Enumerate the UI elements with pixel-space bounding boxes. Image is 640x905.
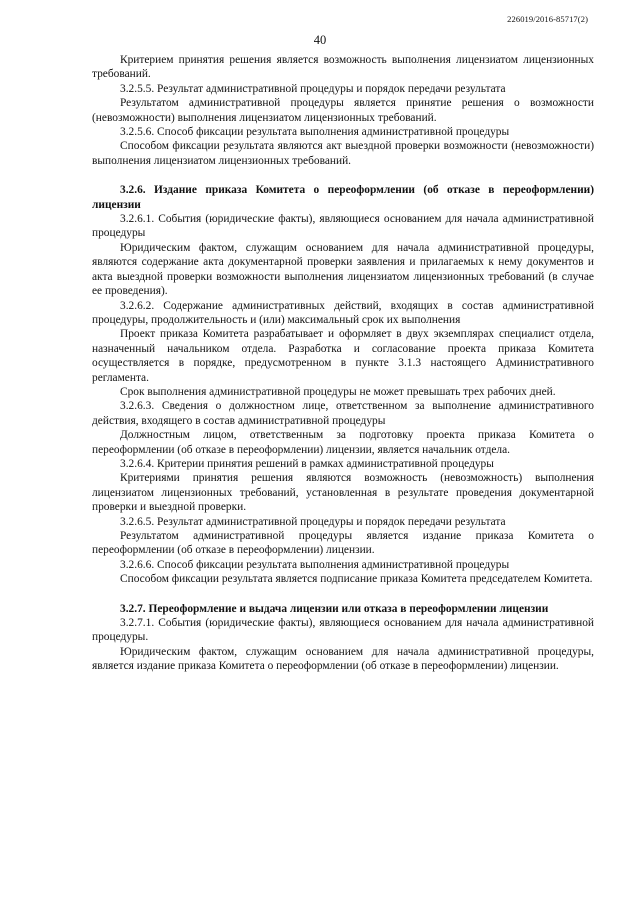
paragraph: Юридическим фактом, служащим основанием для начала административной процедуры, являются содержание акта документарной проверки заявления и прилагаемых к нему документов и акта выездной проверки возможности выполнения лицензиатом лицензионных требований (в случае ее проведения).	[92, 241, 594, 298]
document-id: 226019/2016-85717(2)	[507, 14, 588, 24]
subsection-title: 3.2.6.3. Сведения о должностном лице, ответственном за выполнение административного действия, входящего в состав административной процедуры	[92, 400, 594, 427]
subsection-title: 3.2.6.1. События (юридические факты), являющиеся основанием для начала административной процедуры	[92, 213, 594, 240]
paragraph: Проект приказа Комитета разрабатывает и оформляет в двух экземплярах специалист отдела, назначенный начальником отдела. Разработка и согласование проекта приказа Комитета осуществляется в порядке, предусмотренном в пункте 3.1.3 настоящего Административного регламента.	[92, 328, 594, 384]
page-number: 40	[313, 33, 327, 47]
paragraph: Срок выполнения административной процедуры не может превышать трех рабочих дней.	[120, 385, 556, 398]
section-heading: 3.2.6. Издание приказа Комитета о переоформлении (об отказе в переоформлении) лицензии	[92, 184, 594, 211]
paragraph: Юридическим фактом, служащим основанием для начала административной процедуры, является издание приказа Комитета о переоформлении (об отказе в переоформлении) лицензии.	[92, 645, 594, 673]
subsection-title: 3.2.6.5. Результат административной процедуры и порядок передачи результата	[120, 515, 506, 528]
paragraph: Результатом административной процедуры является издание приказа Комитета о переоформлении (об отказе в переоформлении) лицензии.	[92, 530, 594, 557]
paragraph: Критериями принятия решения являются возможность (невозможность) выполнения лицензиатом лицензионных требований, установленная в результате проведения документарной проверки и выездной проверки.	[92, 472, 594, 514]
paragraph: Результатом административной процедуры является принятие решения о возможности (невозможности) выполнения лицензиатом лицензионных требований.	[92, 97, 594, 124]
subsection-title: 3.2.5.6. Способ фиксации результата выполнения административной процедуры	[120, 126, 510, 139]
paragraph: Критерием принятия решения является возможность выполнения лицензиатом лицензионных требований.	[92, 54, 594, 81]
section-spacer	[92, 168, 594, 183]
paragraph: Способом фиксации результата являются акт выездной проверки возможности (невозможности) выполнения лицензиатом лицензионных требований.	[92, 140, 594, 167]
paragraph: Должностным лицом, ответственным за подготовку проекта приказа Комитета о переоформлении (об отказе в переоформлении) лицензии, является начальник отдела.	[92, 429, 594, 456]
subsection-title: 3.2.7.1. События (юридические факты), являющиеся основанием для начала административной процедуры.	[92, 617, 594, 644]
subsection-title: 3.2.6.4. Критерии принятия решений в рамках административной процедуры	[120, 457, 494, 470]
paragraph: Способом фиксации результата является подписание приказа Комитета председателем Комитета.	[120, 573, 593, 586]
subsection-title: 3.2.6.2. Содержание административных действий, входящих в состав административной процедуры, продолжительность и (или) максимальный срок их выполнения	[92, 299, 594, 326]
section-heading: 3.2.7. Переоформление и выдача лицензии или отказа в переоформлении лицензии	[120, 602, 549, 615]
document-body	[92, 53, 594, 674]
subsection-title: 3.2.6.6. Способ фиксации результата выполнения административной процедуры	[120, 558, 510, 571]
section-spacer	[92, 587, 594, 602]
subsection-title: 3.2.5.5. Результат административной процедуры и порядок передачи результата	[120, 82, 506, 95]
